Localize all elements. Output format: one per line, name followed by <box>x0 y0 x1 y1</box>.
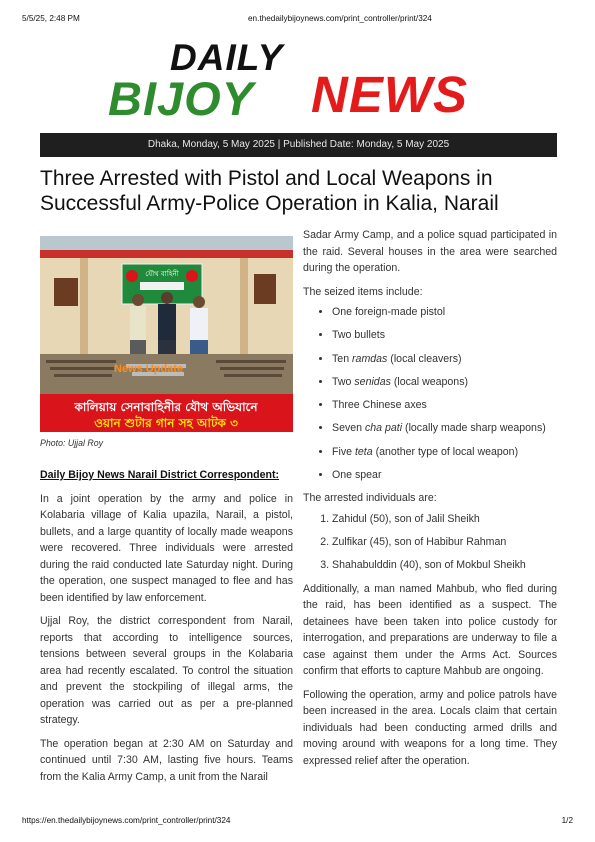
article-paragraph-1: In a joint operation by the army and police in Kolabaria village of Kalia upazila, Narail, a pistol, bullets, and a large quantity of locally made weapons were recovered. Three individuals were arrested during the raid conducted late Saturday night. During the operation, one suspect managed to flee and has been identified by law enforcement. <box>40 492 293 604</box>
seized-items-list <box>303 304 557 484</box>
article-paragraph-4: Additionally, a man named Mahbub, who fled during the raid, has been identified as a suspect. The detainees have been taken into police custody for interrogation, and preparations are underway to file a case against them under the Arms Act. Sources confirm that efforts to capture Mahbub are ongoing. <box>303 582 557 678</box>
dateline-bar: Dhaka, Monday, 5 May 2025 | Published Date: Monday, 5 May 2025 <box>40 133 557 157</box>
logo-bijoy: BIJOY <box>108 72 255 125</box>
article-paragraph-3-start: The operation began at 2:30 AM on Saturday and continued until 7:30 AM, lasting five hours. Teams from the Kalia Army Camp, a unit from the Narail <box>40 737 293 783</box>
list-item: • One foreign-made pistol <box>332 304 557 321</box>
footer-url: https://en.thedailybijoynews.com/print_controller/print/324 <box>22 816 231 825</box>
arrested-list <box>303 511 557 574</box>
print-url: en.thedailybijoynews.com/print_controller/print/324 <box>248 14 432 23</box>
list-item: • Two bullets <box>332 327 557 344</box>
photo-overlay-line2: ওয়ান শুটার গান সহ আটক ৩ <box>94 416 238 430</box>
article-right-column <box>303 227 557 776</box>
print-header <box>22 14 573 26</box>
seized-items-intro: The seized items include: <box>303 285 423 298</box>
list-item: 3. Shahabulddin (40), son of Mokbul Sheikh <box>332 557 557 574</box>
arrested-intro: The arrested individuals are: <box>303 492 437 505</box>
list-item: 2. Zulfikar (45), son of Habibur Rahman <box>332 534 557 551</box>
photo-watermark: News Update <box>114 363 184 375</box>
list-item: • One spear <box>332 467 557 484</box>
page-number: 1/2 <box>561 816 573 825</box>
photo-illustration <box>40 236 293 432</box>
article-byline: Daily Bijoy News Narail District Correspondent: <box>40 469 280 481</box>
list-item: 1. Zahidul (50), son of Jalil Sheikh <box>332 511 557 528</box>
list-item: • Ten ramdas (local cleavers) <box>332 351 557 368</box>
photo-banner-text: যৌথ বাহিনী <box>145 270 179 278</box>
article-left-column <box>40 236 293 792</box>
photo-overlay-line1: কালিয়ায় সেনাবাহিনীর যৌথ অভিযানে <box>74 400 258 414</box>
photo-caption: Photo: Ujjal Roy <box>40 438 104 448</box>
list-item: • Two senidas (local weapons) <box>332 374 557 391</box>
logo-daily: DAILY <box>170 37 284 78</box>
print-footer <box>22 816 573 828</box>
article-paragraph-2: Ujjal Roy, the district correspondent from Narail, reports that according to intelligence sources, tensions between several groups in the Kolabaria area had recently escalated. To control the situation and prevent the stockpiling of illegal arms, the operation was carried out as per a pre-planned strategy. <box>40 615 293 726</box>
list-item: • Five teta (another type of local weapon) <box>332 444 557 461</box>
article-paragraph-5: Following the operation, army and police patrols have been increased in the area. Locals claim that certain individuals had been conducting armed drills and moving around with weapons for a long time. They expressed relief after the operation. <box>303 688 557 767</box>
article-headline: Three Arrested with Pistol and Local Weapons in Successful Army-Police Operation in Kalia, Narail <box>40 167 499 215</box>
list-item: • Seven cha pati (locally made sharp weapons) <box>332 420 557 437</box>
logo-news: NEWS <box>311 66 468 123</box>
print-datetime: 5/5/25, 2:48 PM <box>22 14 80 23</box>
masthead-logo <box>108 38 498 128</box>
article-photo <box>40 236 293 432</box>
article-paragraph-3-end: Sadar Army Camp, and a police squad participated in the raid. Several houses in the area were searched during the operation. <box>303 229 557 274</box>
list-item: • Three Chinese axes <box>332 397 557 414</box>
